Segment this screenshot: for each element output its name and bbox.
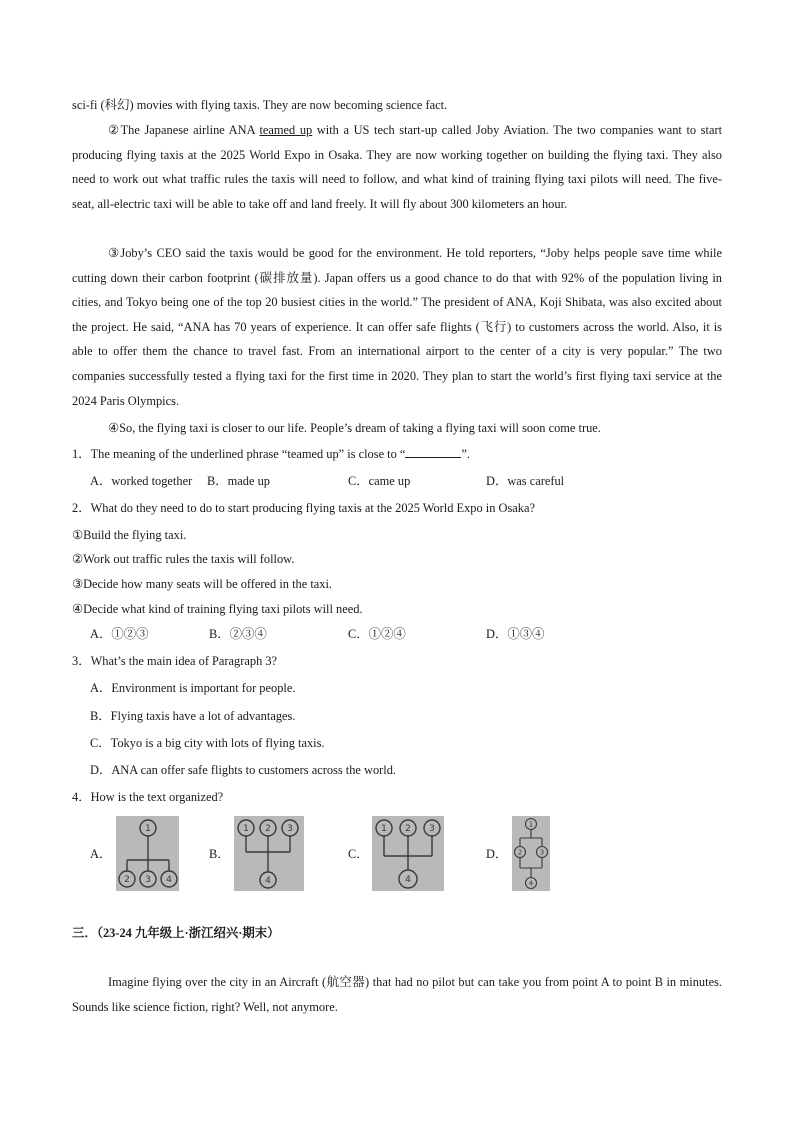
- diagram-d-label-2: 2: [517, 848, 523, 857]
- question-2-option-b[interactable]: B．②③④: [209, 627, 267, 641]
- section-3-heading: 三．（23-24 九年级上·浙江绍兴·期末）: [72, 926, 280, 940]
- question-3-stem: 3．What’s the main idea of Paragraph 3?: [72, 654, 278, 668]
- diagram-c-label-1: 1: [381, 824, 387, 834]
- diagram-b-label-1: 1: [243, 824, 249, 834]
- question-2-item-2: ②Work out traffic rules the taxis will follow.: [72, 552, 295, 566]
- underlined-phrase: teamed up: [259, 123, 313, 137]
- question-4-option-c[interactable]: C．: [348, 847, 369, 861]
- diagram-a-label-3: 3: [145, 875, 151, 885]
- question-1-stem: 1．The meaning of the underlined phrase “teamed up” is close to “ ”.: [72, 447, 471, 461]
- diagram-b-label-4: 4: [265, 876, 271, 886]
- question-1-option-c[interactable]: C．came up: [348, 474, 411, 488]
- question-2-item-1: ①Build the flying taxi.: [72, 528, 187, 542]
- question-4-option-b[interactable]: B．: [209, 847, 230, 861]
- question-2-item-3: ③Decide how many seats will be offered in the taxi.: [72, 577, 332, 591]
- question-2-option-d[interactable]: D．①③④: [486, 627, 545, 641]
- question-4-stem: 4．How is the text organized?: [72, 790, 224, 804]
- question-1-option-d[interactable]: D．was careful: [486, 474, 565, 488]
- diagram-a-svg: [116, 816, 179, 891]
- question-3-option-a[interactable]: A．Environment is important for people.: [90, 681, 296, 695]
- diagram-c-label-4: 4: [405, 875, 411, 885]
- diagram-c-svg: [372, 816, 444, 891]
- question-3-option-c[interactable]: C．Tokyo is a big city with lots of flying taxis.: [90, 736, 325, 750]
- diagram-c-label-3: 3: [429, 824, 435, 834]
- diagram-b-label-2: 2: [265, 824, 271, 834]
- question-4-option-d[interactable]: D．: [486, 847, 508, 861]
- passage-paragraph-4: ④So, the flying taxi is closer to our life. People’s dream of taking a flying taxi will soon come true.: [108, 421, 601, 435]
- question-1-option-b[interactable]: B．made up: [207, 474, 270, 488]
- diagram-c-label-2: 2: [405, 824, 411, 834]
- passage-paragraph-1-tail: sci-fi (科幻) movies with flying taxis. They are now becoming science fact.: [72, 98, 448, 112]
- question-2-item-4: ④Decide what kind of training flying taxi pilots will need.: [72, 602, 363, 616]
- section-3-intro: Imagine flying over the city in an Aircraft (航空器) that had no pilot but can take you from point A to point B in minutes. Sounds like science fiction, right? Well, not anymore.: [72, 975, 722, 1014]
- question-4-option-a[interactable]: A．: [90, 847, 112, 861]
- passage-paragraph-2: ②The Japanese airline ANA teamed up with a US tech start-up called Joby Aviation. The two companies want to start producing flying taxis at the 2025 World Expo in Osaka. They are now working together on building the flying taxi. They also need to work out what traffic rules the taxis will need to follow, and what kind of training flying taxi pilots will need. The five-seat, all-electric taxi will be able to take off and land freely. It will fly about 300 kilometers an hour.: [72, 123, 723, 211]
- structure-diagram-a[interactable]: [116, 816, 179, 891]
- diagram-d-label-1: 1: [528, 820, 534, 829]
- structure-diagram-d[interactable]: [512, 816, 550, 891]
- diagram-d-label-4: 4: [528, 879, 534, 888]
- structure-diagram-c[interactable]: [372, 816, 444, 891]
- question-2-option-a[interactable]: A．①②③: [90, 627, 149, 641]
- structure-diagram-b[interactable]: [234, 816, 304, 891]
- passage-paragraph-3: ③Joby’s CEO said the taxis would be good for the environment. He told reporters, “Joby helps people save time while cutting down their carbon footprint (碳排放量). Japan offers us a good chance to do that with 92% of the population living in cities, and Tokyo being one of the top 20 busiest cities in the world.” The president of ANA, Koji Shibata, was also excited about the project. He said, “ANA has 70 years of experience. It can offer safe flights (飞行) to customers across the world. Also, it is able to offer them the chance to travel fast. From an international airport to the center of a city is very popular.” The two companies successfully tested a flying taxi for the first time in 2020. They plan to start the world’s first flying taxi service at the 2024 Paris Olympics.: [72, 246, 722, 408]
- question-2-option-c[interactable]: C．①②④: [348, 627, 406, 641]
- question-1-option-a[interactable]: A．worked together: [90, 474, 193, 488]
- diagram-d-label-3: 3: [539, 848, 545, 857]
- diagram-d-svg: [512, 816, 550, 891]
- question-3-option-b[interactable]: B．Flying taxis have a lot of advantages.: [90, 709, 296, 723]
- diagram-b-svg: [234, 816, 304, 891]
- diagram-a-label-4: 4: [166, 875, 172, 885]
- answer-blank[interactable]: [405, 445, 461, 458]
- question-2-stem: 2．What do they need to do to start producing flying taxis at the 2025 World Expo in Osaka?: [72, 501, 535, 515]
- question-3-option-d[interactable]: D．ANA can offer safe flights to customers across the world.: [90, 763, 397, 777]
- diagram-a-label-2: 2: [124, 875, 130, 885]
- diagram-a-label-1: 1: [145, 824, 151, 834]
- diagram-b-label-3: 3: [287, 824, 293, 834]
